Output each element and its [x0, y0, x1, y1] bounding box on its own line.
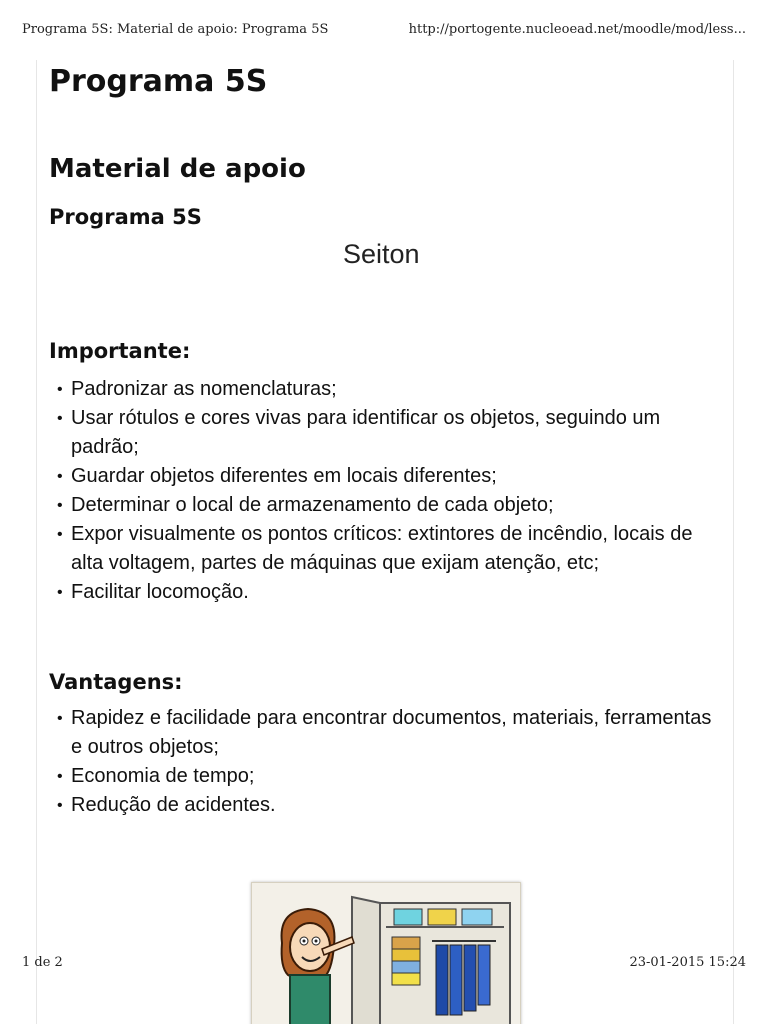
- list-item: • Rapidez e facilidade para encontrar documentos, materiais, ferramentas e outros objetos;: [57, 704, 723, 762]
- print-header: [22, 22, 746, 42]
- print-footer: [22, 955, 746, 975]
- list-item: • Expor visualmente os pontos críticos: extintores de incêndio, locais de alta voltagem, partes de máquinas que exijam atenção, etc;: [57, 520, 723, 578]
- lesson-title: Programa 5S: [49, 205, 202, 229]
- list-item: • Redução de acidentes.: [57, 791, 723, 820]
- page-number: 1 de 2: [22, 955, 63, 970]
- importante-list: [57, 375, 723, 607]
- print-header-url[interactable]: http://portogente.nucleoead.net/moodle/mod/less...: [408, 22, 746, 37]
- closet-illustration: [251, 882, 521, 1024]
- page-title: Programa 5S: [49, 64, 268, 99]
- list-item: • Facilitar locomoção.: [57, 578, 723, 607]
- vantagens-list: [57, 704, 723, 820]
- list-item: • Usar rótulos e cores vivas para identificar os objetos, seguindo um padrão;: [57, 404, 723, 462]
- importante-heading: Importante:: [49, 339, 191, 363]
- cartoon-woman-organized-closet-icon: [252, 883, 520, 1024]
- list-item: • Economia de tempo;: [57, 762, 723, 791]
- page-content: [36, 60, 734, 1024]
- vantagens-heading: Vantagens:: [49, 670, 183, 694]
- list-item: • Determinar o local de armazenamento de cada objeto;: [57, 491, 723, 520]
- slide-title: Seiton: [343, 239, 420, 269]
- page-subtitle: Material de apoio: [49, 154, 306, 184]
- list-item: • Padronizar as nomenclaturas;: [57, 375, 723, 404]
- list-item: • Guardar objetos diferentes em locais diferentes;: [57, 462, 723, 491]
- print-header-title: Programa 5S: Material de apoio: Programa 5S: [22, 22, 329, 37]
- print-datetime: 23-01-2015 15:24: [629, 955, 746, 970]
